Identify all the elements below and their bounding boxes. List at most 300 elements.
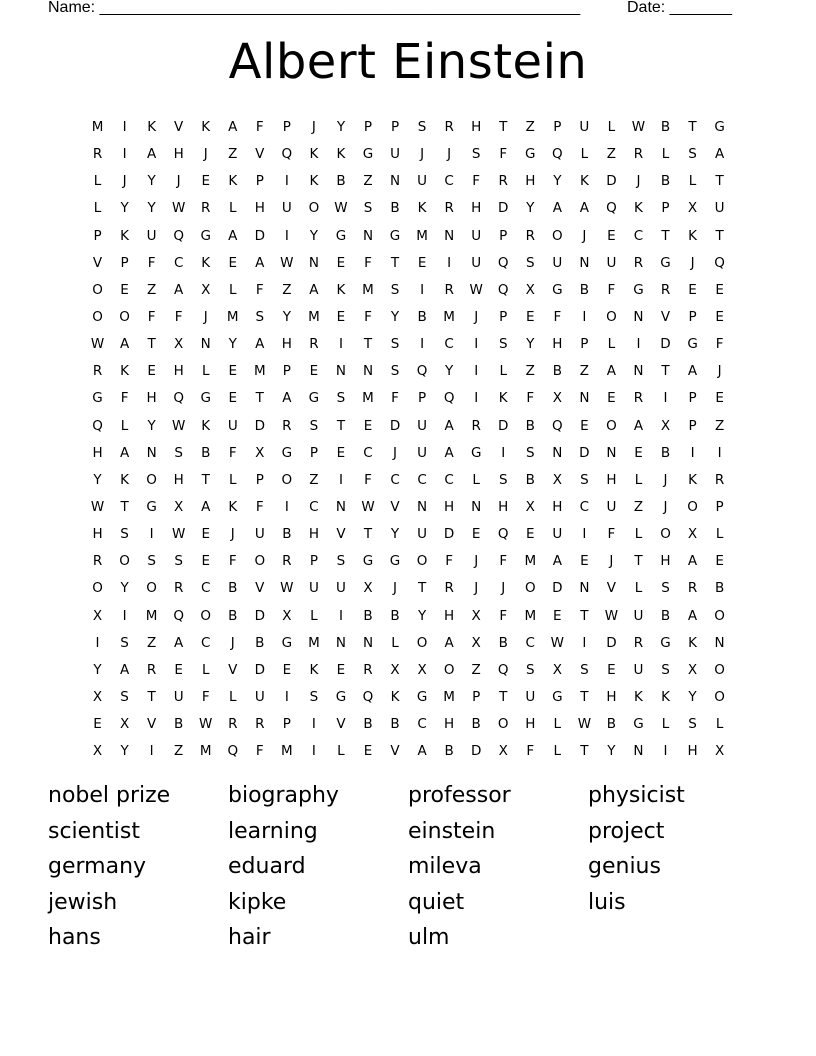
grid-letter: O — [606, 417, 617, 434]
grid-letter: Y — [228, 336, 237, 353]
grid-letter: P — [282, 363, 291, 380]
grid-letter: P — [553, 119, 562, 135]
grid-letter: Y — [147, 417, 156, 434]
grid-letter: O — [92, 281, 103, 298]
grid-letter: Z — [471, 661, 481, 678]
grid-letter: S — [417, 119, 427, 135]
grid-letter: B — [363, 716, 373, 733]
grid-letter: P — [688, 390, 697, 407]
grid-letter: R — [309, 336, 319, 353]
grid-letter: G — [416, 688, 428, 705]
grid-letter: P — [282, 119, 291, 135]
grid-letter: R — [173, 580, 184, 597]
grid-letter: V — [336, 716, 346, 733]
grid-letter: J — [717, 363, 722, 380]
grid-letter: C — [390, 471, 400, 488]
grid-letter: E — [580, 553, 589, 570]
grid-letter: W — [90, 498, 105, 515]
grid-letter: Y — [147, 200, 156, 217]
grid-letter: C — [444, 173, 454, 190]
grid-letter: O — [687, 498, 698, 515]
grid-letter: V — [174, 119, 184, 135]
grid-letter: Q — [281, 146, 293, 163]
grid-letter: F — [553, 308, 562, 325]
grid-letter: S — [580, 661, 589, 678]
grid-letter: A — [552, 200, 562, 217]
grid-letter: K — [336, 146, 346, 163]
grid-letter: I — [149, 526, 154, 543]
grid-letter: B — [228, 580, 238, 597]
grid-letter: E — [201, 526, 210, 543]
grid-letter: Q — [173, 227, 184, 244]
grid-letter: B — [255, 634, 265, 651]
grid-letter: E — [471, 526, 481, 543]
grid-letter: Y — [526, 336, 535, 353]
grid-letter: L — [201, 661, 210, 678]
grid-letter: H — [498, 498, 509, 515]
grid-letter: C — [417, 716, 427, 733]
grid-letter: P — [363, 119, 373, 135]
grid-letter: A — [714, 146, 725, 163]
grid-letter: M — [524, 607, 537, 624]
grid-letter: E — [282, 661, 292, 678]
grid-letter: F — [499, 607, 508, 624]
grid-letter: T — [580, 607, 589, 624]
grid-letter: L — [93, 200, 102, 217]
grid-letter: G — [687, 336, 698, 353]
grid-letter: K — [120, 471, 129, 488]
grid-row — [84, 684, 734, 711]
grid-letter: R — [714, 471, 725, 488]
grid-letter: F — [255, 281, 264, 298]
grid-letter: T — [580, 743, 589, 760]
grid-letter: Z — [525, 363, 535, 380]
grid-letter: O — [308, 200, 320, 217]
grid-letter: O — [92, 580, 103, 597]
word-list-item: project — [588, 818, 665, 844]
grid-letter: A — [228, 227, 238, 244]
grid-letter: Y — [93, 471, 102, 488]
word-list-item: mileva — [408, 854, 482, 879]
word-list — [48, 780, 768, 958]
grid-letter: G — [362, 553, 374, 570]
grid-letter: U — [633, 607, 644, 624]
grid-letter: D — [254, 607, 265, 624]
grid-letter: I — [474, 390, 479, 407]
grid-letter: A — [552, 553, 562, 570]
grid-letter: R — [363, 661, 373, 678]
grid-letter: F — [472, 173, 481, 190]
grid-letter: I — [122, 146, 127, 163]
grid-letter: S — [363, 200, 373, 217]
grid-letter: S — [525, 444, 535, 461]
grid-row — [84, 548, 734, 575]
grid-letter: P — [499, 308, 508, 325]
grid-letter: I — [582, 308, 587, 325]
grid-row — [84, 467, 734, 494]
grid-letter: I — [663, 390, 668, 407]
grid-letter: I — [447, 254, 452, 271]
letter-grid — [84, 114, 734, 765]
grid-letter: U — [308, 580, 319, 597]
grid-letter: Y — [553, 173, 562, 190]
grid-letter: F — [147, 254, 156, 271]
grid-letter: K — [634, 200, 643, 217]
grid-letter: R — [201, 200, 211, 217]
grid-letter: L — [120, 417, 129, 434]
grid-letter: X — [552, 661, 562, 678]
grid-letter: I — [690, 444, 695, 461]
grid-letter: I — [284, 173, 289, 190]
grid-letter: E — [228, 390, 238, 407]
grid-letter: J — [311, 119, 316, 135]
grid-letter: I — [338, 471, 343, 488]
grid-letter: T — [147, 688, 156, 705]
grid-letter: K — [120, 363, 129, 380]
grid-letter: C — [579, 498, 590, 515]
grid-letter: R — [633, 146, 644, 163]
grid-letter: L — [661, 146, 670, 163]
grid-letter: L — [634, 580, 643, 597]
grid-letter: G — [714, 119, 725, 135]
grid-letter: G — [308, 390, 320, 407]
grid-letter: U — [254, 526, 265, 543]
grid-letter: G — [281, 444, 293, 461]
grid-letter: E — [174, 661, 183, 678]
grid-letter: E — [607, 227, 616, 244]
grid-letter: Y — [120, 200, 129, 217]
grid-letter: O — [714, 688, 725, 705]
grid-letter: M — [145, 607, 158, 624]
grid-letter: F — [445, 553, 454, 570]
grid-letter: S — [390, 363, 400, 380]
grid-letter: P — [715, 498, 724, 515]
grid-letter: N — [417, 498, 428, 515]
grid-letter: L — [228, 281, 237, 298]
grid-letter: Q — [173, 607, 184, 624]
grid-letter: X — [525, 281, 535, 298]
grid-letter: S — [525, 661, 535, 678]
grid-letter: X — [687, 526, 698, 543]
grid-letter: R — [282, 417, 292, 434]
grid-letter: O — [200, 607, 212, 624]
grid-letter: N — [335, 634, 346, 651]
grid-letter: C — [200, 580, 211, 597]
grid-letter: L — [553, 716, 562, 733]
grid-letter: C — [363, 444, 373, 461]
grid-letter: K — [661, 688, 670, 705]
grid-letter: F — [607, 526, 616, 543]
grid-letter: B — [228, 607, 238, 624]
grid-letter: D — [552, 580, 563, 597]
grid-letter: A — [174, 281, 184, 298]
grid-letter: L — [634, 526, 643, 543]
grid-letter: X — [282, 607, 292, 624]
grid-letter: S — [661, 580, 670, 597]
grid-letter: Q — [362, 688, 374, 705]
grid-row — [84, 413, 734, 440]
grid-letter: X — [552, 390, 562, 407]
grid-letter: Q — [173, 390, 184, 407]
grid-letter: F — [364, 254, 372, 271]
grid-letter: B — [660, 444, 671, 461]
grid-letter: G — [335, 688, 347, 705]
grid-letter: X — [660, 417, 671, 434]
grid-letter: E — [147, 363, 156, 380]
grid-letter: A — [255, 254, 265, 271]
grid-row — [84, 331, 734, 358]
grid-letter: I — [95, 634, 100, 651]
grid-letter: W — [550, 634, 564, 651]
grid-letter: F — [499, 146, 508, 163]
grid-letter: E — [715, 281, 724, 298]
word-list-item: eduard — [228, 854, 306, 879]
grid-letter: U — [606, 254, 617, 271]
grid-letter: K — [336, 281, 346, 298]
grid-letter: X — [255, 444, 265, 461]
grid-letter: T — [715, 227, 724, 244]
grid-letter: M — [308, 308, 320, 325]
grid-letter: M — [253, 363, 266, 380]
grid-letter: G — [389, 227, 401, 244]
grid-letter: N — [633, 743, 644, 760]
grid-letter: B — [336, 173, 346, 190]
grid-letter: R — [660, 281, 671, 298]
name-field: Name: ______________________________________________________ — [48, 0, 581, 16]
grid-letter: D — [579, 444, 590, 461]
word-list-item: kipke — [228, 889, 287, 915]
grid-letter: A — [687, 607, 698, 624]
grid-letter: E — [580, 417, 589, 434]
grid-letter: C — [525, 634, 535, 651]
grid-letter: I — [582, 634, 587, 651]
grid-letter: G — [552, 281, 563, 298]
grid-row — [84, 738, 734, 765]
grid-letter: U — [606, 498, 617, 515]
grid-letter: K — [498, 390, 508, 407]
grid-row — [84, 277, 734, 304]
grid-letter: Q — [606, 200, 617, 217]
grid-letter: M — [443, 308, 455, 325]
grid-letter: B — [525, 417, 535, 434]
grid-letter: B — [660, 607, 671, 624]
grid-letter: K — [688, 634, 697, 651]
grid-letter: Q — [92, 417, 103, 434]
grid-letter: I — [420, 281, 425, 298]
grid-letter: U — [471, 227, 482, 244]
grid-letter: G — [633, 281, 644, 298]
grid-letter: L — [634, 471, 643, 488]
grid-letter: R — [525, 227, 535, 244]
grid-letter: N — [606, 444, 617, 461]
grid-letter: O — [660, 526, 671, 543]
grid-letter: K — [120, 227, 129, 244]
grid-letter: F — [715, 336, 724, 353]
grid-letter: E — [417, 254, 427, 271]
grid-letter: I — [474, 336, 479, 353]
grid-letter: L — [607, 336, 616, 353]
grid-letter: N — [471, 498, 482, 515]
grid-letter: P — [661, 200, 670, 217]
grid-letter: O — [416, 553, 428, 570]
grid-letter: Y — [147, 173, 156, 190]
grid-letter: L — [715, 526, 724, 543]
grid-letter: S — [471, 146, 481, 163]
grid-letter: Q — [714, 254, 725, 271]
grid-letter: D — [470, 743, 482, 760]
grid-letter: L — [228, 200, 237, 217]
grid-letter: J — [663, 471, 668, 488]
grid-letter: M — [199, 743, 212, 760]
grid-letter: I — [149, 743, 154, 760]
grid-letter: G — [470, 444, 482, 461]
grid-letter: K — [390, 688, 400, 705]
grid-letter: R — [146, 661, 157, 678]
grid-letter: W — [577, 716, 592, 733]
grid-letter: O — [552, 227, 563, 244]
grid-letter: O — [146, 471, 157, 488]
grid-letter: G — [660, 634, 671, 651]
grid-row — [84, 630, 734, 657]
grid-letter: F — [228, 444, 237, 461]
grid-letter: A — [228, 119, 238, 135]
grid-letter: Y — [607, 743, 616, 760]
grid-letter: A — [282, 390, 292, 407]
grid-letter: L — [310, 607, 318, 624]
grid-letter: L — [472, 471, 480, 488]
grid-letter: Q — [443, 390, 455, 407]
grid-letter: R — [498, 173, 508, 190]
grid-letter: M — [443, 688, 455, 705]
grid-letter: P — [282, 716, 291, 733]
grid-letter: C — [417, 471, 427, 488]
grid-letter: H — [444, 498, 455, 515]
grid-row — [84, 385, 734, 412]
grid-letter: A — [119, 444, 130, 461]
grid-letter: T — [363, 526, 373, 543]
grid-letter: X — [714, 743, 725, 760]
grid-letter: M — [308, 634, 320, 651]
grid-letter: B — [498, 634, 508, 651]
grid-letter: P — [255, 471, 264, 488]
grid-letter: N — [335, 363, 346, 380]
grid-letter: A — [417, 743, 427, 760]
grid-letter: G — [200, 227, 211, 244]
grid-letter: H — [308, 526, 319, 543]
grid-letter: T — [634, 553, 643, 570]
grid-letter: I — [474, 363, 479, 380]
grid-letter: D — [498, 200, 509, 217]
grid-letter: S — [174, 444, 183, 461]
grid-letter: H — [525, 716, 536, 733]
grid-letter: D — [498, 417, 509, 434]
grid-letter: H — [254, 200, 265, 217]
grid-letter: L — [391, 634, 399, 651]
grid-letter: Y — [93, 661, 102, 678]
grid-letter: K — [634, 688, 643, 705]
grid-letter: K — [147, 119, 157, 135]
grid-letter: O — [497, 716, 509, 733]
grid-letter: E — [201, 173, 210, 190]
grid-letter: K — [417, 200, 427, 217]
grid-letter: A — [687, 553, 698, 570]
grid-letter: D — [606, 173, 617, 190]
grid-letter: U — [336, 580, 346, 597]
grid-letter: I — [717, 444, 722, 461]
grid-letter: B — [471, 716, 481, 733]
grid-letter: S — [688, 146, 697, 163]
word-list-item: einstein — [408, 818, 496, 844]
grid-letter: Y — [445, 363, 454, 380]
grid-letter: J — [393, 580, 398, 597]
grid-letter: S — [498, 471, 508, 488]
grid-letter: W — [469, 281, 483, 298]
grid-letter: U — [173, 688, 184, 705]
grid-letter: B — [606, 716, 617, 733]
grid-letter: A — [174, 634, 184, 651]
grid-letter: H — [660, 553, 671, 570]
grid-letter: S — [525, 254, 535, 271]
grid-letter: E — [309, 363, 319, 380]
grid-letter: E — [201, 553, 210, 570]
grid-letter: K — [579, 173, 589, 190]
grid-letter: C — [444, 336, 454, 353]
grid-letter: U — [254, 688, 265, 705]
grid-letter: R — [444, 119, 454, 135]
grid-letter: U — [633, 661, 644, 678]
grid-letter: U — [552, 254, 563, 271]
grid-letter: S — [120, 634, 129, 651]
grid-letter: C — [633, 227, 644, 244]
grid-letter: E — [688, 281, 697, 298]
grid-letter: D — [389, 417, 401, 434]
grid-letter: E — [715, 390, 724, 407]
grid-letter: X — [92, 688, 103, 705]
grid-row — [84, 440, 734, 467]
grid-letter: X — [92, 743, 103, 760]
grid-row — [84, 358, 734, 385]
grid-letter: L — [228, 688, 237, 705]
grid-letter: P — [120, 254, 129, 271]
grid-letter: N — [362, 227, 374, 244]
grid-row — [84, 521, 734, 548]
grid-letter: O — [254, 553, 266, 570]
grid-letter: A — [201, 498, 211, 515]
grid-letter: A — [633, 417, 644, 434]
grid-row — [84, 168, 734, 195]
grid-letter: C — [309, 498, 319, 515]
grid-letter: Z — [525, 119, 535, 135]
grid-letter: W — [604, 607, 619, 624]
grid-letter: X — [363, 580, 373, 597]
grid-row — [84, 657, 734, 684]
grid-letter: L — [228, 471, 237, 488]
grid-letter: X — [390, 661, 400, 678]
grid-letter: X — [552, 471, 562, 488]
grid-letter: N — [362, 363, 374, 380]
grid-letter: Y — [526, 200, 535, 217]
grid-letter: N — [362, 634, 374, 651]
grid-letter: K — [688, 227, 697, 244]
grid-letter: T — [688, 119, 697, 135]
grid-letter: B — [201, 444, 211, 461]
grid-letter: Z — [714, 417, 725, 434]
grid-letter: Q — [552, 146, 563, 163]
grid-letter: M — [91, 119, 104, 135]
grid-letter: H — [173, 363, 184, 380]
grid-letter: P — [418, 390, 427, 407]
grid-letter: T — [580, 688, 589, 705]
